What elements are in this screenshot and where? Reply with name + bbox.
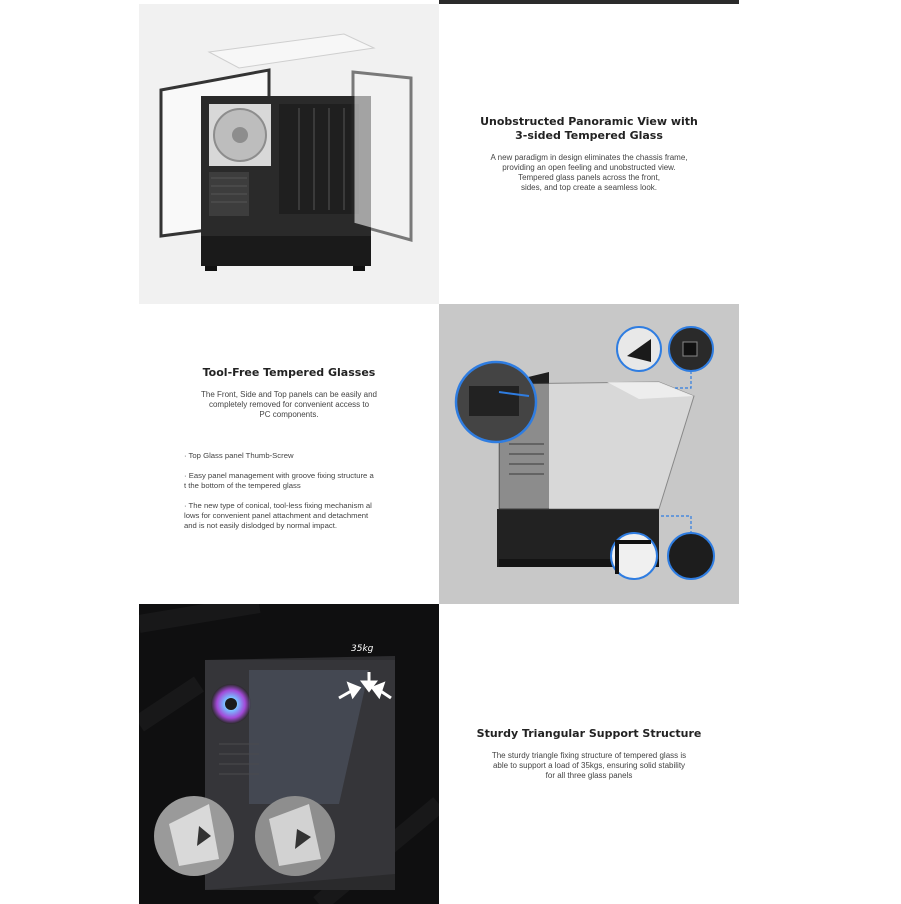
title-line-2: 3-sided Tempered Glass: [515, 129, 663, 142]
bullet-line: · The new type of conical, tool-less fixing mechanism al: [184, 501, 372, 510]
exploded-case-image: [139, 4, 439, 304]
feature-bullet: [184, 501, 399, 531]
section-support-text: [439, 604, 739, 904]
desc-line: completely removed for convenient access to: [208, 400, 370, 409]
desc-line: for all three glass panels: [545, 771, 633, 780]
toolfree-detail-image: [439, 304, 739, 604]
desc-line: The Front, Side and Top panels can be easily and: [201, 390, 377, 399]
triangular-support-image: [139, 604, 439, 904]
section-toolfree-title: Tool-Free Tempered Glasses: [202, 366, 376, 379]
section-panoramic-title: [480, 115, 698, 143]
desc-line: providing an open feeling and unobstructed view.: [502, 163, 676, 172]
feature-bullet: [184, 451, 399, 461]
section-support-description: [479, 751, 699, 781]
section-toolfree-description: [179, 390, 399, 420]
desc-line: sides, and top create a seamless look.: [520, 183, 658, 192]
desc-line: The sturdy triangle fixing structure of tempered glass is: [491, 751, 687, 760]
bullet-line: and is not easily dislodged by normal impact.: [184, 521, 337, 530]
section-support-title: Sturdy Triangular Support Structure: [476, 727, 702, 740]
bullet-line: · Top Glass panel Thumb-Screw: [184, 451, 294, 460]
desc-line: Tempered glass panels across the front,: [518, 173, 660, 182]
section-toolfree-text: [139, 304, 439, 604]
bullet-line: t the bottom of the tempered glass: [184, 481, 301, 490]
bullet-line: · Easy panel management with groove fixing structure a: [184, 471, 374, 480]
feature-bullet: [184, 471, 399, 491]
bullet-line: lows for convenient panel attachment and detachment: [184, 511, 369, 520]
desc-line: A new paradigm in design eliminates the chassis frame,: [490, 153, 688, 162]
feature-bullet-list: [184, 451, 399, 541]
title-line-1: Unobstructed Panoramic View with: [480, 115, 698, 128]
desc-line: able to support a load of 35kgs, ensuring solid stability: [492, 761, 686, 770]
desc-line: PC components.: [259, 410, 319, 419]
section-panoramic-text: [439, 4, 739, 304]
section-panoramic-description: [479, 153, 699, 193]
load-label: 35kg: [351, 644, 374, 654]
